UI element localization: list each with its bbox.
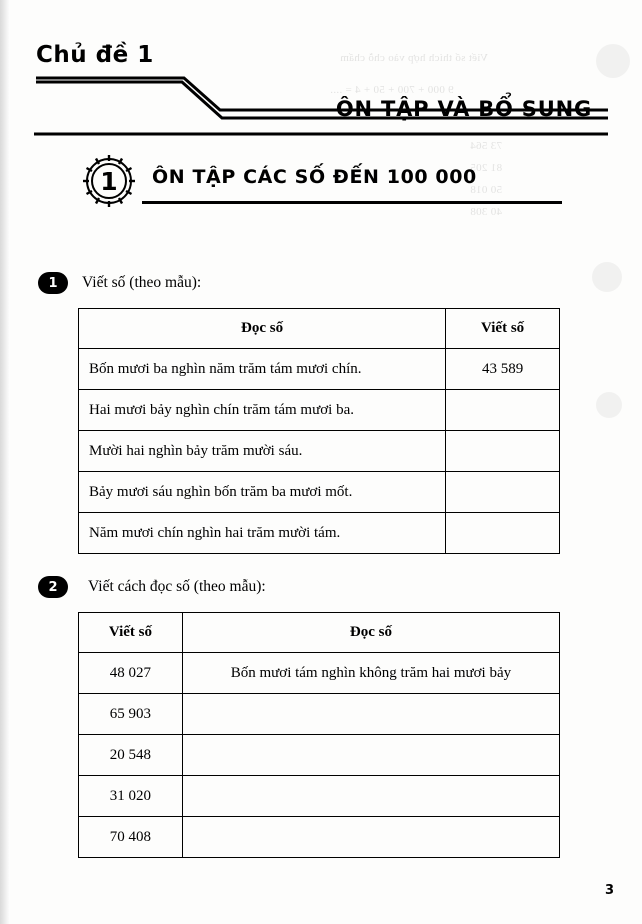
table-row bbox=[79, 653, 560, 694]
cell-read: Hai mươi bảy nghìn chín trăm tám mươi ba. bbox=[79, 390, 446, 431]
cell-read[interactable] bbox=[182, 817, 559, 858]
table-row bbox=[79, 390, 560, 431]
page-number: 3 bbox=[604, 883, 614, 898]
table-header-row bbox=[79, 613, 560, 653]
topic-label: Chủ đề 1 bbox=[36, 42, 154, 68]
cell-read[interactable] bbox=[182, 776, 559, 817]
column-header-read: Đọc số bbox=[79, 309, 446, 349]
cell-write: 65 903 bbox=[79, 694, 183, 735]
cell-write[interactable] bbox=[446, 472, 560, 513]
cell-write: 48 027 bbox=[79, 653, 183, 694]
table-header-row bbox=[79, 309, 560, 349]
exercise-2-instruction: Viết cách đọc số (theo mẫu): bbox=[88, 578, 266, 595]
column-header-write: Viết số bbox=[79, 613, 183, 653]
bleed-through-blob bbox=[596, 392, 622, 418]
lesson-underline bbox=[142, 201, 562, 204]
table-row bbox=[79, 513, 560, 554]
bleed-through-line: 73 564 bbox=[470, 140, 503, 152]
cell-write[interactable] bbox=[446, 390, 560, 431]
cell-read[interactable]: Bốn mươi tám nghìn không trăm hai mươi bảy bbox=[182, 653, 559, 694]
bleed-through-line: 40 308 bbox=[470, 206, 503, 218]
column-header-write: Viết số bbox=[446, 309, 560, 349]
bleed-through-line: 81 205 bbox=[470, 162, 503, 174]
table-row bbox=[79, 735, 560, 776]
cell-write[interactable] bbox=[446, 513, 560, 554]
bleed-through-line: 50 018 bbox=[470, 184, 503, 196]
cell-read: Bốn mươi ba nghìn năm trăm tám mươi chín. bbox=[79, 349, 446, 390]
lesson-title: ÔN TẬP CÁC SỐ ĐẾN 100 000 bbox=[152, 166, 477, 188]
banner-title: ÔN TẬP VÀ BỔ SUNG bbox=[335, 97, 592, 121]
cell-write: 70 408 bbox=[79, 817, 183, 858]
cell-read[interactable] bbox=[182, 735, 559, 776]
exercise-1-table bbox=[78, 308, 560, 554]
table-row bbox=[79, 349, 560, 390]
cell-write: 20 548 bbox=[79, 735, 183, 776]
column-header-read: Đọc số bbox=[182, 613, 559, 653]
page-edge-shadow bbox=[0, 0, 10, 924]
cell-read[interactable] bbox=[182, 694, 559, 735]
section-banner bbox=[34, 76, 608, 138]
cell-write: 31 020 bbox=[79, 776, 183, 817]
table-row bbox=[79, 472, 560, 513]
bleed-through-line: Viết số thích hợp vào chỗ chấm bbox=[340, 52, 488, 64]
exercise-2-badge: 2 bbox=[38, 576, 68, 598]
bleed-through-blob bbox=[596, 44, 630, 78]
cell-write[interactable]: 43 589 bbox=[446, 349, 560, 390]
exercise-1-badge: 1 bbox=[38, 272, 68, 294]
cell-write[interactable] bbox=[446, 431, 560, 472]
table-row bbox=[79, 817, 560, 858]
bleed-through-line: 9 000 + 700 + 50 + 4 = .... bbox=[330, 84, 454, 96]
bleed-through-blob bbox=[592, 262, 622, 292]
cell-read: Bảy mươi sáu nghìn bốn trăm ba mươi mốt. bbox=[79, 472, 446, 513]
exercise-2-table bbox=[78, 612, 560, 858]
cell-read: Mười hai nghìn bảy trăm mười sáu. bbox=[79, 431, 446, 472]
table-row bbox=[79, 776, 560, 817]
cell-read: Năm mươi chín nghìn hai trăm mười tám. bbox=[79, 513, 446, 554]
table-row bbox=[79, 694, 560, 735]
exercise-1-instruction: Viết số (theo mẫu): bbox=[82, 274, 202, 291]
lesson-heading bbox=[80, 152, 550, 210]
lesson-number: 1 bbox=[100, 166, 118, 196]
table-row bbox=[79, 431, 560, 472]
